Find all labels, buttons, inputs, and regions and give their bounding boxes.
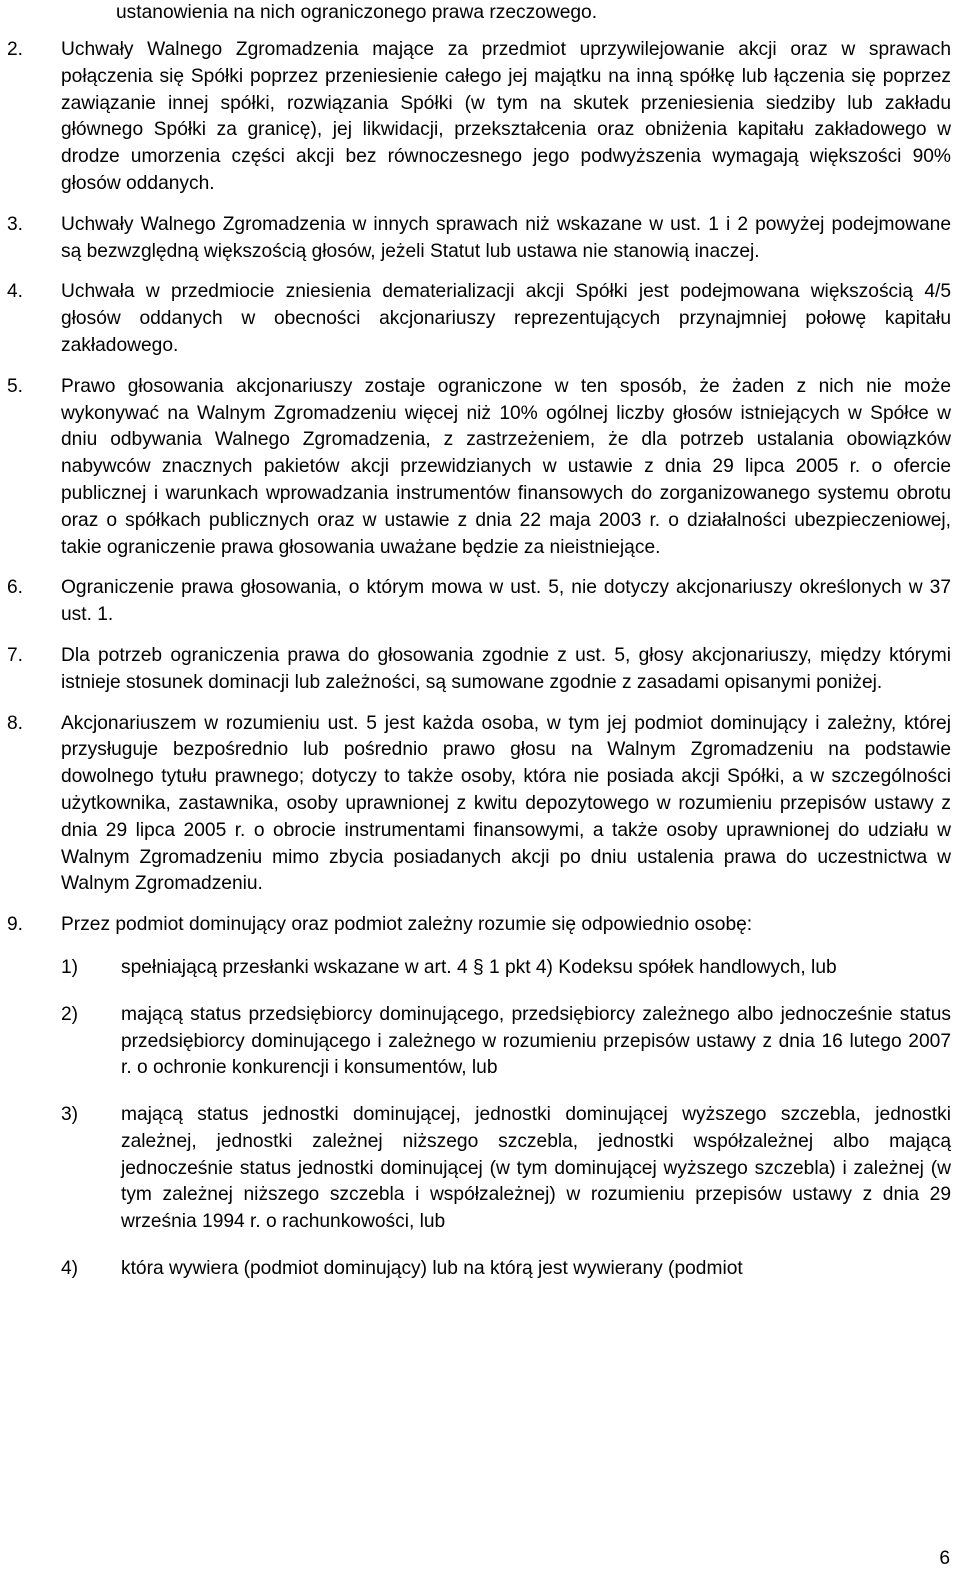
paragraph-text: Przez podmiot dominujący oraz podmiot zależny rozumie się odpowiednio osobę: (61, 914, 753, 936)
sub-item-4 (61, 1256, 951, 1283)
continued-text-line: ustanowienia na nich ograniczonego prawa rzeczowego. (116, 2, 598, 23)
paragraph-text: Uchwały Walnego Zgromadzenia w innych sprawach niż wskazane w ust. 1 i 2 powyżej podejmowane są bezwzględną większością głosów, jeżeli Statut lub ustawa nie stanowią inaczej. (61, 213, 951, 262)
paragraph-text: Akcjonariuszem w rozumieniu ust. 5 jest każda osoba, w tym jej podmiot dominujący i zależny, której przysługuje bezpośrednio lub pośrednio prawo głosu na Walnym Zgromadzeniu na podstawie dowolnego tytułu prawnego; dotyczy to także osoby, która nie posiada akcji Spółki, a w szczególności użytkownika, zastawnika, osoby uprawnionej z kwitu depozytowego w rozumieniu przepisów ustawy z dnia 29 lipca 2005 r. o obrocie instrumentami finansowymi, a także osoby uprawnionej do udziału w Walnym Zgromadzeniu mimo zbycia posiadanych akcji po dniu ustalenia prawa do uczestnictwa w Walnym Zgromadzeniu. (61, 712, 951, 895)
page-number: 6 (939, 1548, 950, 1569)
sub-item-list (61, 955, 951, 1283)
paragraph-3 (0, 212, 951, 266)
paragraph-7 (0, 643, 951, 697)
paragraph-4 (0, 279, 951, 359)
paragraph-number: 7. (7, 644, 24, 666)
sub-item-text: mającą status przedsiębiorcy dominującego, przedsiębiorcy zależnego albo jednocześnie status przedsiębiorcy dominującego i zależnego w rozumieniu przepisów ustawy z dnia 16 lutego 2007 r. o ochronie konkurencji i konsumentów, lub (121, 1003, 951, 1079)
paragraph-6 (0, 575, 951, 629)
sub-item-text: która wywiera (podmiot dominujący) lub na którą jest wywierany (podmiot (121, 1258, 743, 1280)
paragraph-number: 5. (7, 375, 24, 397)
paragraph-number: 2. (7, 39, 24, 60)
sub-item-text: mającą status jednostki dominującej, jednostki dominującej wyższego szczebla, jednostki zależnej, jednostki zależnej niższego szczebla, jednostki współzależnej albo mającą jednocześnie status jednostki dominującej (w tym dominującej wyższego szczebla) i zależnej (w tym zależnej niższego szczebla i współzależnej) w rozumieniu przepisów ustawy z dnia 29 września 1994 r. o rachunkowości, lub (121, 1104, 951, 1233)
sub-item-number: 1) (61, 956, 79, 978)
sub-item-3 (61, 1102, 951, 1236)
paragraph-5 (0, 374, 951, 562)
paragraph-text: Ograniczenie prawa głosowania, o którym mowa w ust. 5, nie dotyczy akcjonariuszy określonych w 37 ust. 1. (61, 577, 951, 626)
sub-item-text: spełniającą przesłanki wskazane w art. 4 § 1 pkt 4) Kodeksu spółek handlowych, lub (121, 956, 837, 978)
sub-item-number: 3) (61, 1104, 79, 1126)
paragraph-list (0, 37, 960, 1303)
paragraph-number: 4. (7, 281, 24, 303)
paragraph-text: Uchwała w przedmiocie zniesienia dematerializacji akcji Spółki jest podejmowana większością 4/5 głosów oddanych w obecności akcjonariuszy reprezentujących przynajmniej połowę kapitału zakładowego. (61, 281, 951, 356)
paragraph-number: 3. (7, 213, 24, 235)
sub-item-2 (61, 1002, 951, 1082)
paragraph-text: Prawo głosowania akcjonariuszy zostaje ograniczone w ten sposób, że żaden z nich nie może wykonywać na Walnym Zgromadzeniu więcej niż 10% ogólnej liczby głosów istniejących w Spółce w dniu odbywania Walnego Zgromadzenia, z zastrzeżeniem, że dla potrzeb ustalania obowiązków nabywców znacznych pakietów akcji przewidzianych w ustawie z dnia 29 lipca 2005 r. o ofercie publicznej i warunkach wprowadzania instrumentów finansowych do zorganizowanego systemu obrotu oraz o spółkach publicznych oraz w ustawie z dnia 22 maja 2003 r. o działalności ubezpieczeniowej, takie ograniczenie prawa głosowania uważane będzie za nieistniejące. (61, 375, 951, 558)
paragraph-8 (0, 711, 951, 899)
sub-item-number: 4) (61, 1258, 79, 1280)
paragraph-number: 8. (7, 712, 24, 734)
sub-item-number: 2) (61, 1003, 79, 1025)
paragraph-9 (0, 912, 951, 1283)
sub-item-1 (61, 955, 951, 982)
paragraph-number: 9. (7, 914, 24, 936)
paragraph-text: Uchwały Walnego Zgromadzenia mające za przedmiot uprzywilejowanie akcji oraz w sprawach połączenia się Spółki poprzez przeniesienie całego jej majątku na inną spółkę lub łączenia się poprzez zawiązanie innej spółki, rozwiązania Spółki (w tym na skutek przeniesienia siedziby lub zakładu głównego Spółki za granicę), jej likwidacji, przekształcenia oraz obniżenia kapitału zakładowego w drodze umorzenia części akcji bez równoczesnego jego podwyższenia wymagają większości 90% głosów oddanych. (61, 39, 951, 194)
paragraph-text: Dla potrzeb ograniczenia prawa do głosowania zgodnie z ust. 5, głosy akcjonariuszy, między którymi istnieje stosunek dominacji lub zależności, są sumowane zgodnie z zasadami opisanymi poniżej. (61, 644, 951, 693)
paragraph-2 (0, 37, 951, 198)
paragraph-number: 6. (7, 577, 24, 599)
